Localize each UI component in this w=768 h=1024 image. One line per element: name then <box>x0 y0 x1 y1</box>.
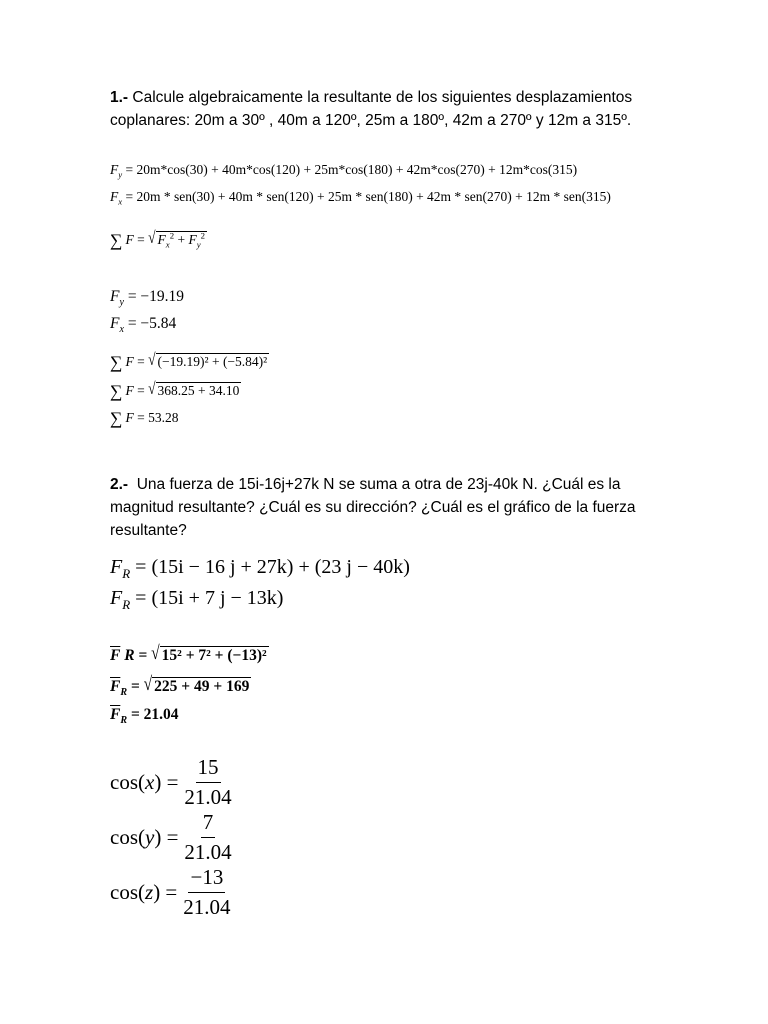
question-2 <box>110 473 670 542</box>
magnitude-line-2: $\overline{F}_R$ = √ 225 + 49 + 169 <box>110 673 250 699</box>
question-1-text: Calcule algebraicamente la resultante de los siguientes desplazamientos coplanares: 20m a 30º , 40m a 120º, 25m a 180º, 42m a 270º y 12m a 315º. <box>110 89 633 129</box>
cos-y: cos(y) = $\frac{7}{21.04}$ <box>110 810 232 864</box>
question-1 <box>110 86 670 132</box>
magnitude-result: $\overline{F}_R = 21.04$ <box>110 706 179 727</box>
fr-line-2: $F_R = (15i + 7$ j − 13k) <box>110 587 284 612</box>
sum-formula: ∑ F = √ $F_x^2 + F_y^2$ <box>110 228 205 250</box>
fr-line-1: $F_R = (15i - 16$ j + 27k) + (23 j − 40k) <box>110 556 410 581</box>
fy-value: $F_y = -19.19$ <box>110 288 185 309</box>
magnitude-line-1: $\overline{F}$ R = √ 15² + 7² + (−13)² <box>110 642 267 664</box>
fx-value: $F_x = -5.84$ <box>110 315 177 336</box>
sum-squares: ∑ F = √ (−19.19)² + (−5.84)² <box>110 350 268 372</box>
fx-expression: $F_x = 20m * sen(30) + 40m * sen(120) + 25m * sen(180) + 42m * sen(270) + 12m * sen(315)$ <box>110 189 611 207</box>
sum-numbers: ∑ F = √ 368.25 + 34.10 <box>110 379 240 401</box>
cos-z: cos(z) = $\frac{-13}{21.04}$ <box>110 865 231 919</box>
sum-result: ∑ F = 53.28 <box>110 408 179 428</box>
question-2-text: Una fuerza de 15i-16j+27k N se suma a otra de 23j-40k N. ¿Cuál es la magnitud resultante? ¿Cuál es su dirección? ¿Cuál es el gráfico de la fuerza resultante? <box>110 476 636 539</box>
cos-x: cos(x) = $\frac{15}{21.04}$ <box>110 755 232 809</box>
question-2-number: 2.- <box>110 476 129 493</box>
question-1-number: 1.- <box>110 89 129 106</box>
fy-expression: $F_y = 20m*\cos(30) + 40m*\cos(120) + 25m*\cos(180) + 42m*\cos(270) + 12m*\cos(315)$ <box>110 162 578 180</box>
